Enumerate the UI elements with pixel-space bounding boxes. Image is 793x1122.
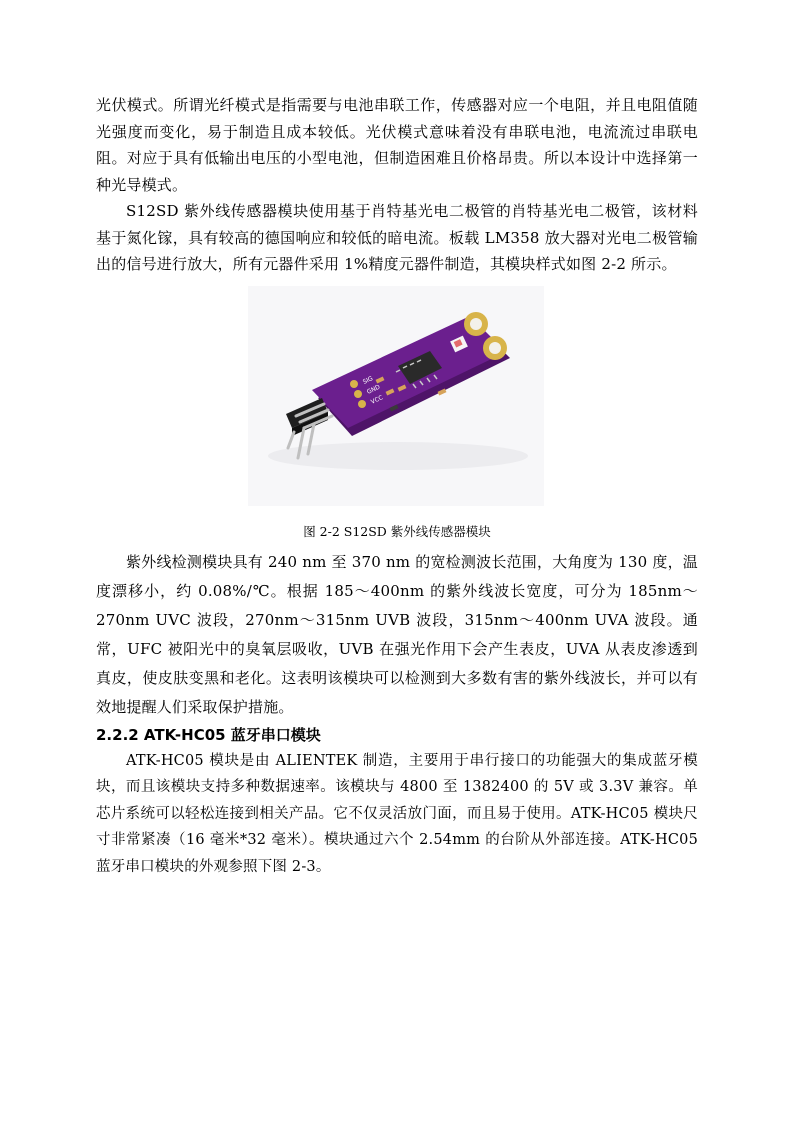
paragraph-s12sd-intro: S12SD 紫外线传感器模块使用基于肖特基光电二极管的肖特基光电二极管，该材料基于氮化镓，具有较高的德国响应和较低的暗电流。板载 LM358 放大器对光电二极管输出的信号进行放大，所有元器件采用 1%精度元器件制造，其模块样式如图 2-2 所示。 (96, 202, 698, 273)
pin-label-vcc: VCC (369, 393, 385, 406)
figure-s12sd (96, 286, 698, 518)
paragraph-photovoltaic: 光伏模式。所谓光纤模式是指需要与电池串联工作，传感器对应一个电阻，并且电阻值随光强度而变化，易于制造且成本较低。光伏模式意味着没有串联电池，电流流过串联电阻。对应于具有低输出电压的小型电池，但制造困难且价格昂贵。所以本设计中选择第一种光导模式。 (96, 96, 698, 194)
section-heading: 2.2.2 ATK-HC05 蓝牙串口模块 (96, 725, 321, 744)
paragraph-uv-range: 紫外线检测模块具有 240 nm 至 370 nm 的宽检测波长范围，大角度为 130 度，温度漂移小，约 0.08%/℃。根据 185～400nm 的紫外线波长宽度，可分为 185nm～270nm UVC 波段，270nm～315nm UVB 波段，315nm～400nm UVA 波段。通常，UFC 被阳光中的臭氧层吸收，UVB 在强光作用下会产生表皮，UVA 从表皮渗透到真皮，使皮肤变黑和老化。这表明该模块可以检测到大多数有害的紫外线波长，并可以有效地提醒人们采取保护措施。 (96, 552, 698, 716)
pin-label-sig: SIG (361, 374, 375, 386)
uv-sensor-module-image (248, 286, 544, 506)
figure-caption: 图 2-2 S12SD 紫外线传感器模块 (303, 523, 491, 539)
page-content (96, 92, 698, 880)
pin-label-gnd: GND (365, 383, 382, 396)
paragraph-atk-hc05: ATK-HC05 模块是由 ALIENTEK 制造，主要用于串行接口的功能强大的集成蓝牙模块，而且该模块支持多种数据速率。该模块与 4800 至 1382400 的 5V 或 3.3V 兼容。单芯片系统可以轻松连接到相关产品。它不仅灵活放门面，而且易于使用。ATK-HC05 模块尺寸非常紧凑（16 毫米*32 毫米）。模块通过六个 2.54mm 的台阶从外部连接。ATK-HC05 蓝牙串口模块的外观参照下图 2-3。 (96, 752, 698, 875)
